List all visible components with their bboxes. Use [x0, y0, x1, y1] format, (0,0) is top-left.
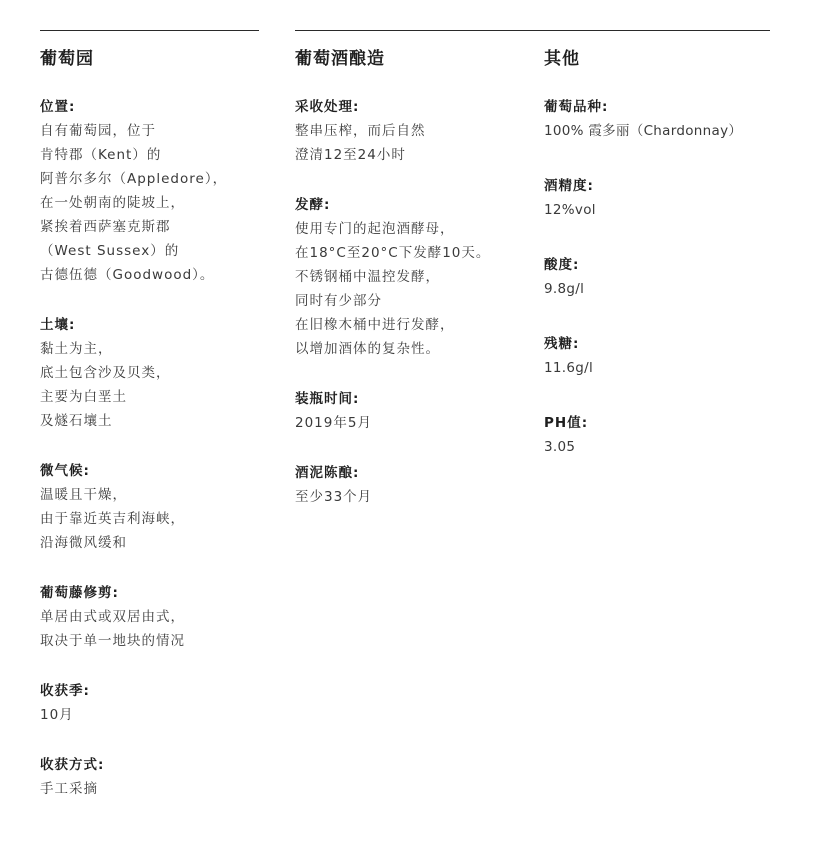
section-label: 收获季:	[40, 683, 90, 699]
vineyard-divider	[40, 30, 259, 31]
section-value-line: 肯特郡（Kent）的	[40, 147, 162, 163]
section-value-line: 由于靠近英吉利海峡，	[40, 511, 185, 527]
section-value-line: 在旧橡木桶中进行发酵，	[295, 317, 455, 333]
winemaking-section	[295, 95, 525, 167]
winemaking-column	[295, 47, 525, 535]
other-section	[544, 411, 784, 459]
other-section	[544, 253, 784, 301]
section-value-line: 同时有少部分	[295, 293, 382, 309]
winemaking-other-divider	[295, 30, 770, 31]
vineyard-section	[40, 313, 280, 433]
section-label: 装瓶时间:	[295, 391, 360, 407]
section-label: 采收处理:	[295, 99, 360, 115]
other-title: 其他	[544, 49, 580, 69]
winemaking-section	[295, 193, 525, 361]
section-value-line: 主要为白垩土	[40, 389, 127, 405]
section-value-line: 12%vol	[544, 202, 596, 218]
section-value-line: 2019年5月	[295, 415, 372, 431]
section-value-line: 3.05	[544, 439, 576, 455]
section-value-line: 黏土为主，	[40, 341, 113, 357]
section-label: 葡萄藤修剪:	[40, 585, 119, 601]
vineyard-section	[40, 753, 280, 801]
section-value-line: 至少33个月	[295, 489, 373, 505]
section-value-line: 10月	[40, 707, 74, 723]
section-value-line: 9.8g/l	[544, 281, 585, 297]
other-section	[544, 332, 784, 380]
other-column	[544, 47, 784, 490]
section-value-line: （West Sussex）的	[40, 243, 180, 259]
winemaking-section	[295, 461, 525, 509]
section-label: 土壤:	[40, 317, 76, 333]
section-label: 酒精度:	[544, 178, 594, 194]
section-label: 葡萄品种:	[544, 99, 609, 115]
section-value-line: 及燧石壤土	[40, 413, 113, 429]
section-value-line: 100% 霞多丽（Chardonnay）	[544, 123, 743, 139]
section-label: 发酵:	[295, 197, 331, 213]
section-value-line: 11.6g/l	[544, 360, 594, 376]
section-value-line: 单居由式或双居由式，	[40, 609, 185, 625]
section-value-line: 取决于单一地块的情况	[40, 633, 185, 649]
section-value-line: 以增加酒体的复杂性。	[295, 341, 440, 357]
vineyard-section	[40, 679, 280, 727]
section-value-line: 手工采摘	[40, 781, 98, 797]
vineyard-section	[40, 459, 280, 555]
section-value-line: 古德伍德（Goodwood）。	[40, 267, 215, 283]
section-label: 微气候:	[40, 463, 90, 479]
section-value-line: 沿海微风缓和	[40, 535, 127, 551]
section-value-line: 底土包含沙及贝类，	[40, 365, 171, 381]
vineyard-section	[40, 581, 280, 653]
vineyard-column	[40, 47, 280, 827]
section-value-line: 紧挨着西萨塞克斯郡	[40, 219, 171, 235]
section-value-line: 使用专门的起泡酒酵母，	[295, 221, 455, 237]
section-label: 酸度:	[544, 257, 580, 273]
section-label: 酒泥陈酿:	[295, 465, 360, 481]
other-section	[544, 174, 784, 222]
section-value-line: 在18°C至20°C下发酵10天。	[295, 245, 491, 261]
other-section	[544, 95, 784, 143]
section-value-line: 阿普尔多尔（Appledore），	[40, 171, 228, 187]
section-label: 收获方式:	[40, 757, 105, 773]
section-value-line: 温暖且干燥，	[40, 487, 127, 503]
vineyard-title: 葡萄园	[40, 49, 94, 69]
section-label: PH值:	[544, 415, 589, 431]
section-value-line: 不锈钢桶中温控发酵，	[295, 269, 440, 285]
section-label: 位置:	[40, 99, 76, 115]
vineyard-section	[40, 95, 280, 287]
winemaking-title: 葡萄酒酿造	[295, 49, 385, 69]
winemaking-section	[295, 387, 525, 435]
section-value-line: 在一处朝南的陡坡上，	[40, 195, 185, 211]
section-value-line: 整串压榨，而后自然	[295, 123, 426, 139]
section-value-line: 澄清12至24小时	[295, 147, 406, 163]
section-label: 残糖:	[544, 336, 580, 352]
section-value-line: 自有葡萄园，位于	[40, 123, 156, 139]
